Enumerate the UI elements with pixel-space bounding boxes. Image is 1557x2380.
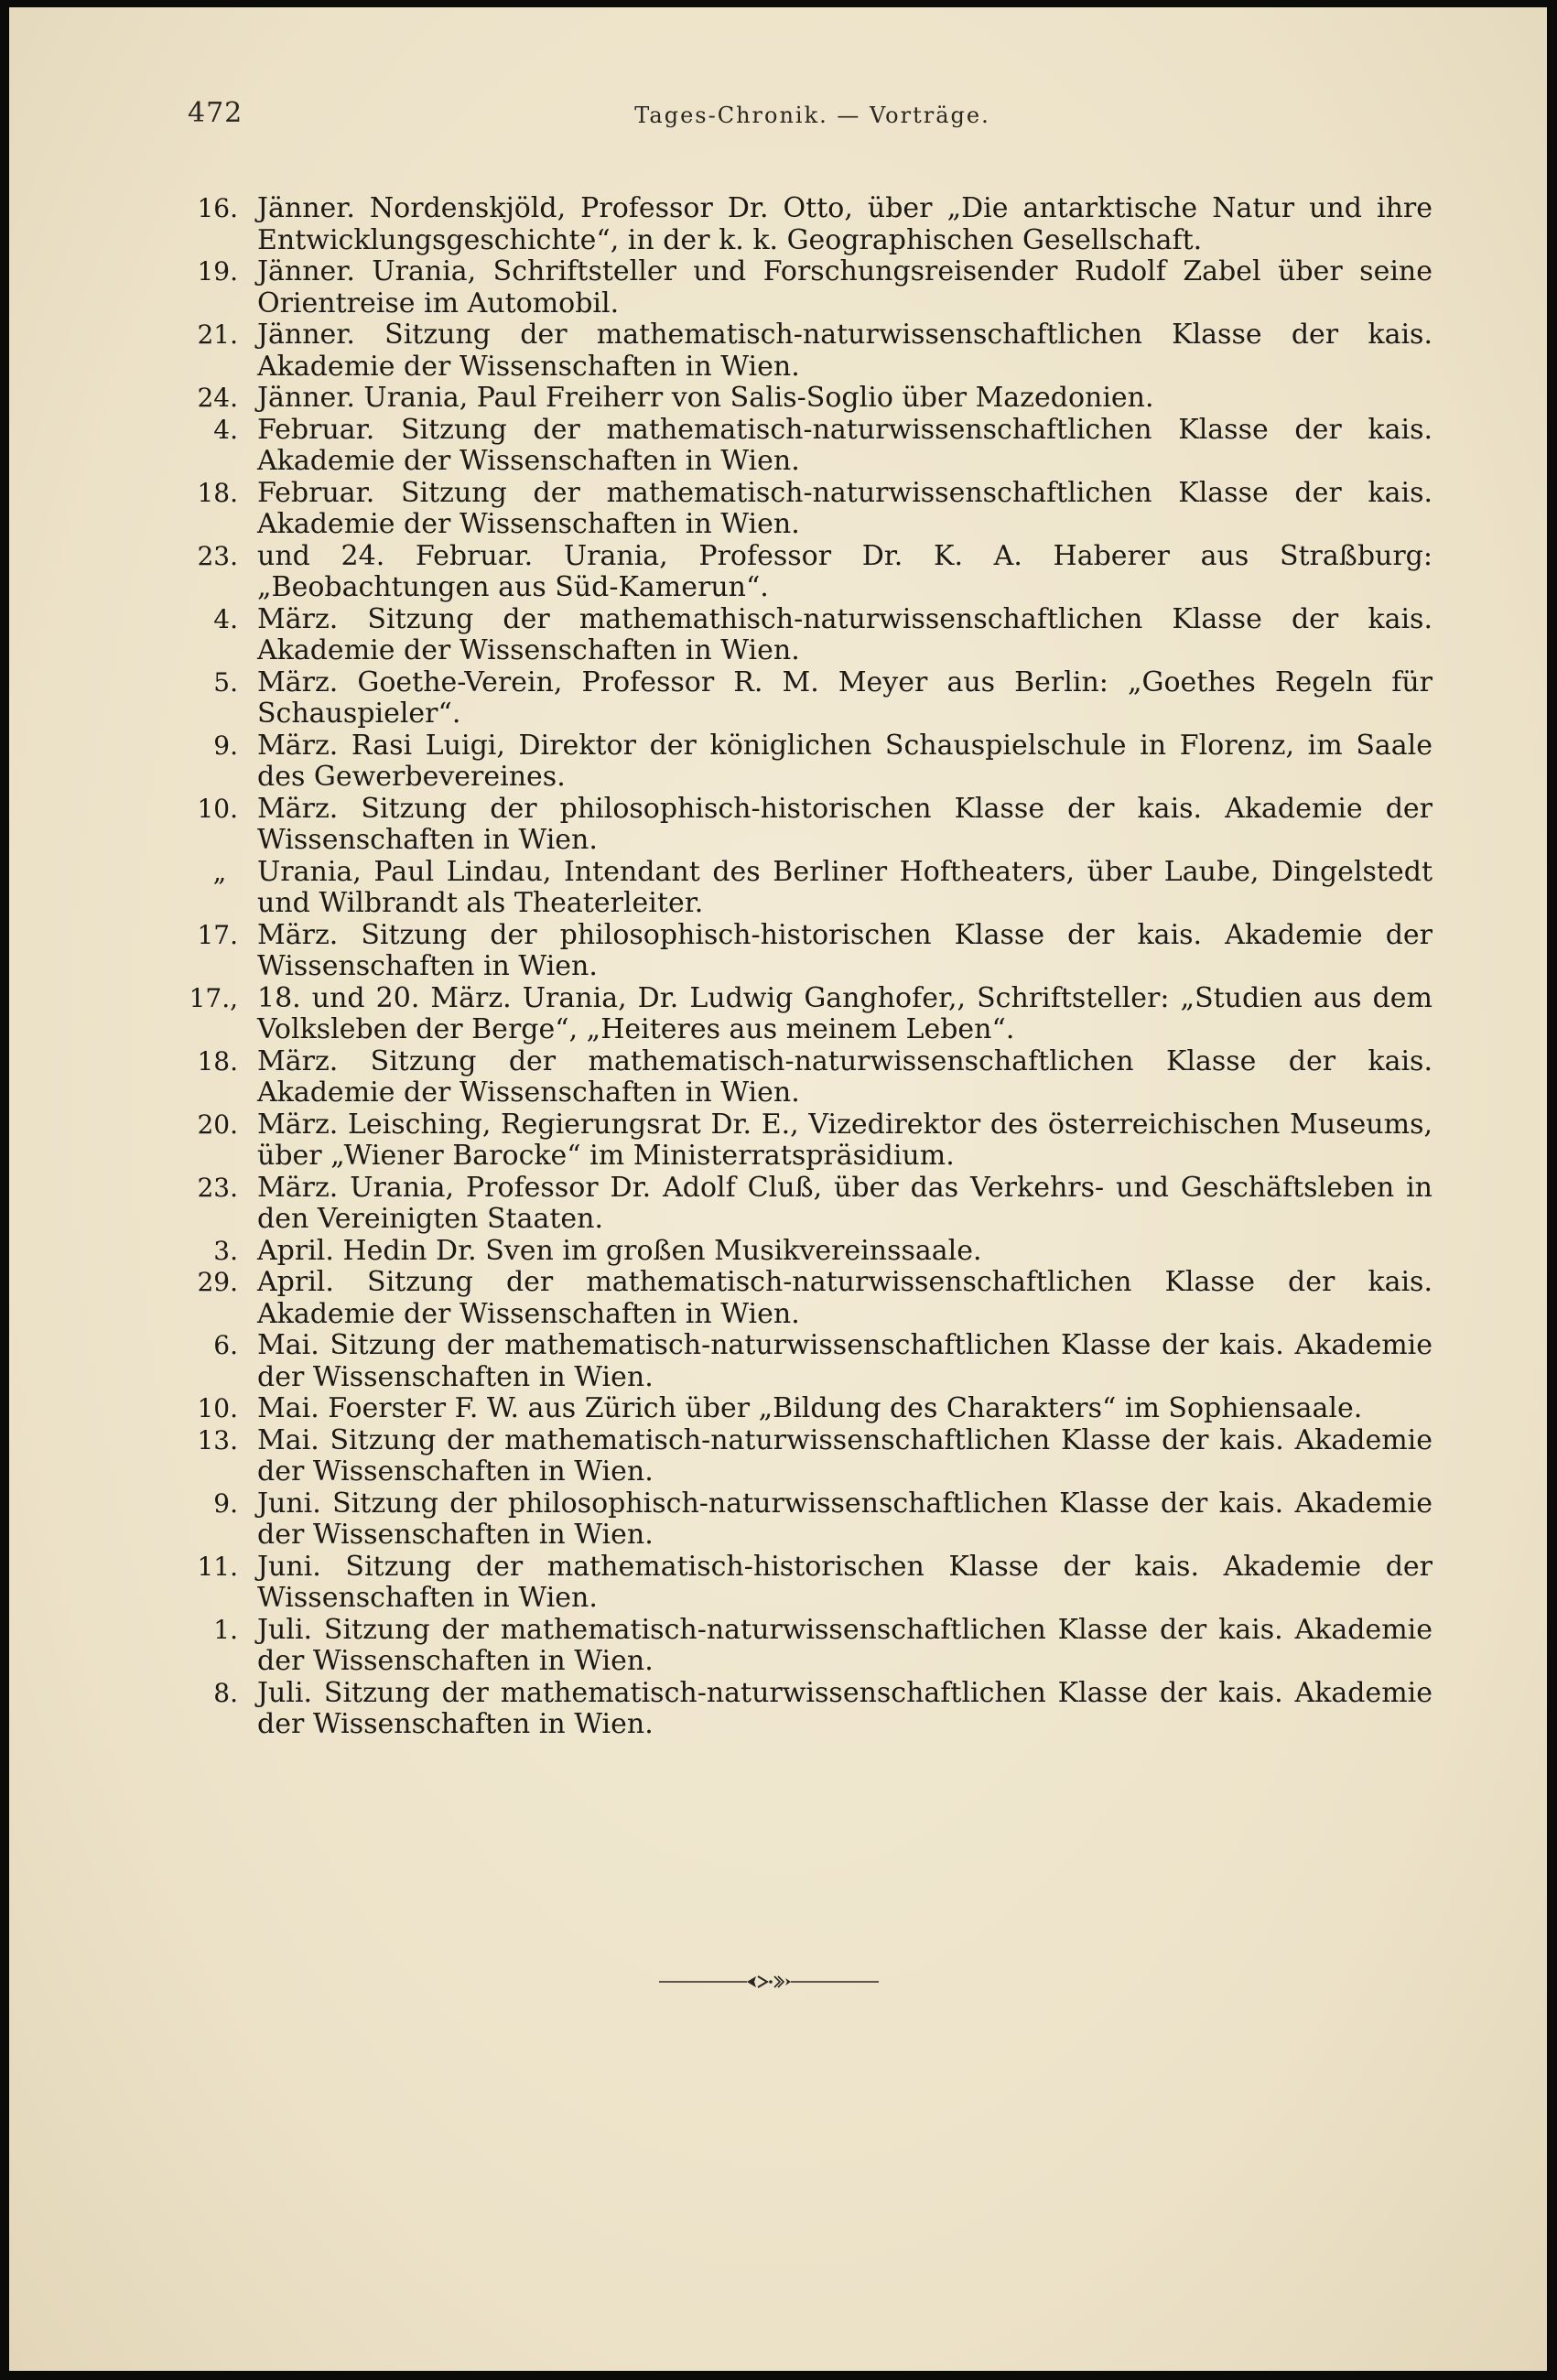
list-item <box>188 1109 1433 1173</box>
entry-number: 17., <box>189 982 238 1013</box>
list-item <box>188 920 1433 983</box>
lecture-list <box>188 193 1433 1741</box>
entry-number: 3. <box>213 1235 238 1266</box>
entry-number: 16. <box>197 193 238 223</box>
list-item <box>188 1173 1433 1236</box>
page-number: 472 <box>188 97 243 129</box>
entry-text: Mai. Foerster F. W. aus Zürich über „Bildung des Charakters“ im Sophiensaale. <box>257 1392 1363 1424</box>
list-item <box>188 1615 1433 1678</box>
entry-number: 19. <box>197 256 238 287</box>
entry-number: 13. <box>197 1424 238 1455</box>
entry-number: 10. <box>197 793 238 824</box>
list-item <box>188 983 1433 1046</box>
entry-number: 9. <box>213 1488 238 1519</box>
entry-text: Februar. Sitzung der mathematisch-naturwissenschaftlichen Klasse der kais. Akademie der Wissenschaften in Wien. <box>257 476 1433 540</box>
entry-text: April. Hedin Dr. Sven im großen Musikvereinssaale. <box>257 1234 982 1267</box>
list-item <box>188 1488 1433 1552</box>
entry-text: 18. und 20. März. Urania, Dr. Ludwig Ganghofer,, Schriftsteller: „Studien aus dem Volksleben der Berge“, „Heiteres aus meinem Leben“. <box>257 981 1433 1045</box>
list-item <box>188 1330 1433 1393</box>
list-item <box>188 1267 1433 1330</box>
entry-number: 5. <box>213 666 238 698</box>
entry-number: „ <box>212 856 227 887</box>
entry-text: März. Sitzung der mathemathisch-naturwissenschaftlichen Klasse der kais. Akademie der Wissenschaften in Wien. <box>257 602 1433 666</box>
entry-number: 9. <box>213 730 238 761</box>
list-item <box>188 256 1433 319</box>
entry-number: 23. <box>197 1172 238 1203</box>
list-item <box>188 319 1433 383</box>
entry-number: 23. <box>197 540 238 571</box>
entry-number: 17. <box>197 919 238 950</box>
entry-text: März. Rasi Luigi, Direktor der königlichen Schauspielschule in Florenz, im Saale des Gewerbevereines. <box>257 729 1433 793</box>
entry-text: Juni. Sitzung der philosophisch-naturwissenschaftlichen Klasse der kais. Akademie der Wissenschaften in Wien. <box>257 1487 1433 1551</box>
entry-text: Juli. Sitzung der mathematisch-naturwissenschaftlichen Klasse der kais. Akademie der Wissenschaften in Wien. <box>257 1676 1433 1740</box>
decorative-rule-icon <box>659 1971 879 1993</box>
entry-number: 21. <box>197 319 238 350</box>
list-item <box>188 794 1433 857</box>
list-item <box>188 478 1433 541</box>
list-item <box>188 193 1433 256</box>
list-item <box>188 857 1433 920</box>
entry-text: Jänner. Urania, Schriftsteller und Forschungsreisender Rudolf Zabel über seine Orientreise im Automobil. <box>257 255 1433 319</box>
entry-number: 29. <box>197 1267 238 1297</box>
entry-number: 4. <box>213 603 238 634</box>
entry-number: 24. <box>197 383 238 413</box>
entry-text: Mai. Sitzung der mathematisch-naturwissenschaftlichen Klasse der kais. Akademie der Wissenschaften in Wien. <box>257 1329 1433 1393</box>
entry-text: März. Leisching, Regierungsrat Dr. E., Vizedirektor des österreichischen Museums, über „Wiener Barocke“ im Ministerratspräsidium. <box>257 1108 1433 1172</box>
list-item <box>188 1393 1433 1425</box>
entry-text: Juli. Sitzung der mathematisch-naturwissenschaftlichen Klasse der kais. Akademie der Wissenschaften in Wien. <box>257 1613 1433 1677</box>
entry-text: Februar. Sitzung der mathematisch-naturwissenschaftlichen Klasse der kais. Akademie der Wissenschaften in Wien. <box>257 413 1433 477</box>
entry-number: 4. <box>213 414 238 445</box>
list-item <box>188 1236 1433 1268</box>
list-item <box>188 1552 1433 1615</box>
list-item <box>188 1678 1433 1741</box>
list-item <box>188 383 1433 415</box>
list-item <box>188 604 1433 667</box>
entry-number: 1. <box>213 1614 238 1645</box>
entry-text: April. Sitzung der mathematisch-naturwissenschaftlichen Klasse der kais. Akademie der Wissenschaften in Wien. <box>257 1266 1433 1330</box>
entry-text: März. Sitzung der philosophisch-historischen Klasse der kais. Akademie der Wissenschaften in Wien. <box>257 792 1433 856</box>
entry-text: März. Goethe-Verein, Professor R. M. Meyer aus Berlin: „Goethes Regeln für Schauspieler“. <box>257 665 1433 730</box>
page-header <box>188 97 1437 134</box>
entry-number: 11. <box>197 1551 238 1582</box>
list-item <box>188 415 1433 478</box>
entry-number: 18. <box>197 1045 238 1076</box>
list-item <box>188 730 1433 794</box>
entry-text: Jänner. Urania, Paul Freiherr von Salis-Soglio über Mazedonien. <box>257 382 1154 414</box>
entry-text: März. Urania, Professor Dr. Adolf Cluß, über das Verkehrs- und Geschäftsleben in den Vereinigten Staaten. <box>257 1171 1433 1235</box>
list-item <box>188 1046 1433 1109</box>
entry-text: Urania, Paul Lindau, Intendant des Berliner Hoftheaters, über Laube, Dingelstedt und Wilbrandt als Theaterleiter. <box>257 855 1433 919</box>
entry-text: März. Sitzung der mathematisch-naturwissenschaftlichen Klasse der kais. Akademie der Wissenschaften in Wien. <box>257 1044 1433 1109</box>
entry-number: 10. <box>197 1393 238 1423</box>
entry-text: Jänner. Sitzung der mathematisch-naturwissenschaftlichen Klasse der kais. Akademie der Wissenschaften in Wien. <box>257 319 1433 383</box>
entry-text: Juni. Sitzung der mathematisch-historischen Klasse der kais. Akademie der Wissenschaften in Wien. <box>257 1550 1433 1614</box>
entry-number: 20. <box>197 1109 238 1140</box>
entry-number: 18. <box>197 477 238 508</box>
entry-number: 6. <box>213 1330 238 1360</box>
entry-text: und 24. Februar. Urania, Professor Dr. K. A. Haberer aus Straßburg: „Beobachtungen aus Süd-Kamerun“. <box>257 539 1433 603</box>
list-item <box>188 667 1433 730</box>
book-page <box>9 7 1547 2371</box>
entry-text: Mai. Sitzung der mathematisch-naturwissenschaftlichen Klasse der kais. Akademie der Wissenschaften in Wien. <box>257 1423 1433 1488</box>
entry-number: 8. <box>213 1677 238 1708</box>
running-head: Tages-Chronik. — Vorträge. <box>634 103 990 128</box>
entry-text: Jänner. Nordenskjöld, Professor Dr. Otto, über „Die antarktische Natur und ihre Entwicklungsgeschichte“, in der k. k. Geographischen Gesellschaft. <box>257 192 1433 256</box>
list-item <box>188 541 1433 604</box>
list-item <box>188 1425 1433 1488</box>
entry-text: März. Sitzung der philosophisch-historischen Klasse der kais. Akademie der Wissenschaften in Wien. <box>257 918 1433 982</box>
